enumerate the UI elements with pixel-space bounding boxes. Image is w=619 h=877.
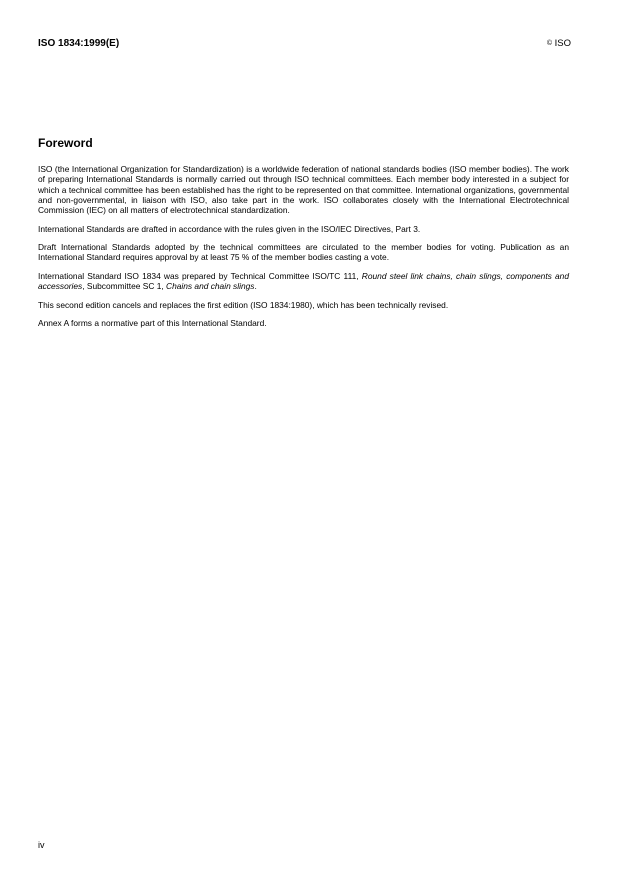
foreword-body [38, 164, 569, 337]
paragraph-directives: International Standards are drafted in accordance with the rules given in the ISO/IEC Directives, Part 3. [38, 223, 421, 234]
prepared-by-text-2: , Subcommittee SC 1, [82, 281, 167, 292]
copyright-symbol: © [546, 40, 552, 47]
copyright-notice [547, 38, 571, 50]
paragraph-prepared-by [38, 271, 569, 292]
committee-title: Round steel link chains, chain slings, components and accessories [38, 270, 569, 292]
document-id: ISO 1834:1999(E) [38, 38, 120, 49]
page-header [38, 38, 571, 52]
prepared-by-text-3: . [254, 281, 257, 292]
paragraph-edition: This second edition cancels and replaces the first edition (ISO 1834:1980), which has been technically revised. [38, 299, 449, 310]
paragraph-draft-standards: Draft International Standards adopted by the technical committees are circulated to the member bodies for voting. Publication as an International Standard requires approval by at least 75 % of the member bodies casting a vote. [38, 242, 569, 263]
prepared-by-text-1: International Standard ISO 1834 was prepared by Technical Committee ISO/TC 111, [38, 270, 362, 281]
copyright-owner: ISO [554, 38, 571, 49]
paragraph-annex: Annex A forms a normative part of this International Standard. [38, 318, 267, 329]
subcommittee-title: Chains and chain slings [166, 281, 255, 292]
page-number: iv [38, 840, 45, 850]
foreword-heading: Foreword [38, 136, 93, 150]
paragraph-iso-description: ISO (the International Organization for Standardization) is a worldwide federation of national standards bodies (ISO member bodies). The work of preparing International Standards is normally carried out through ISO technical committees. Each member body interested in a subject for which a technical committee has been established has the right to be represented on that committee. International organizations, governmental and non-governmental, in liaison with ISO, also take part in the work. ISO collaborates closely with the International Electrotechnical Commission (IEC) on all matters of electrotechnical standardization. [38, 164, 569, 215]
